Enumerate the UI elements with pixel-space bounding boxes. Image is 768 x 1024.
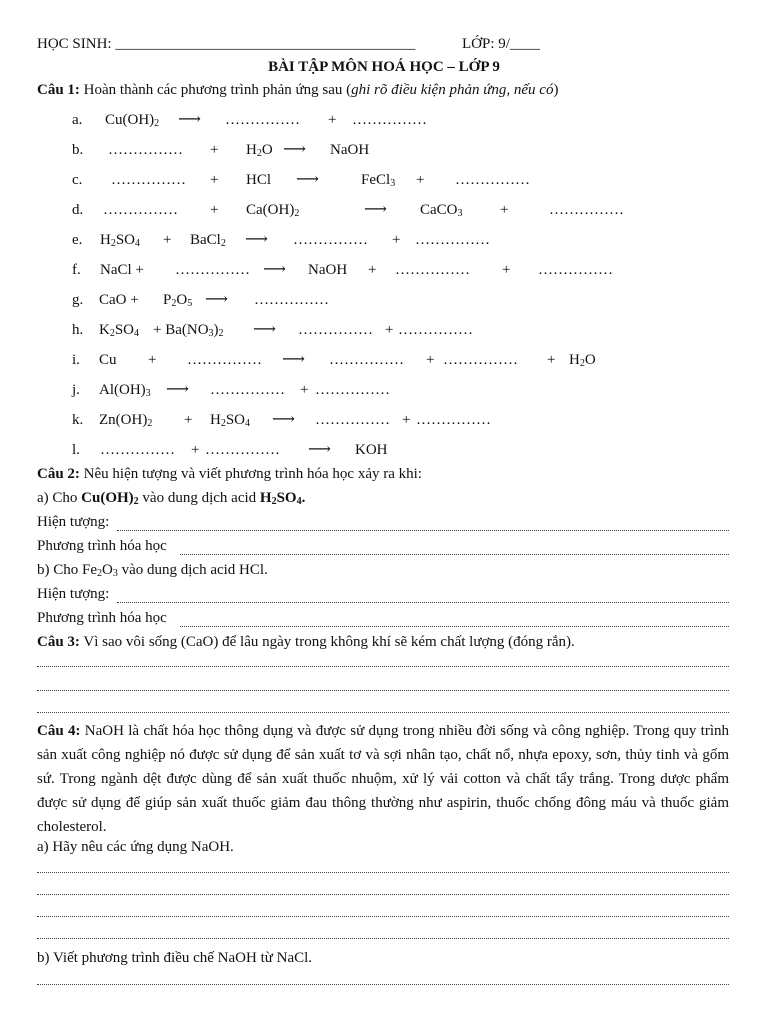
arrow-icon: ⟶ xyxy=(245,231,268,248)
eq-a-reactant: $Cu(OH)_2$ xyxy=(105,112,160,129)
arrow-icon: ⟶ xyxy=(282,351,305,368)
blank[interactable]: …………… xyxy=(111,172,186,188)
plus-sign: + xyxy=(402,412,411,428)
plus-sign: + xyxy=(210,172,219,188)
blank[interactable]: …………… xyxy=(187,352,262,368)
eq-g-p2o5: $P_2O_5$ xyxy=(163,292,193,309)
plus-sign: + xyxy=(500,202,509,218)
question-4b: b) Viết phương trình điều chế NaOH từ NaCl. xyxy=(37,950,313,966)
eq-b-letter: b. xyxy=(72,142,84,158)
answer-line[interactable] xyxy=(180,554,729,555)
eq-d-caoh2: $Ca(OH)_2$ xyxy=(246,202,300,219)
eq-l-letter: l. xyxy=(72,442,80,458)
plus-sign: + xyxy=(210,202,219,218)
eq-k-znoh2: $Zn(OH)_2$ xyxy=(99,412,153,429)
blank[interactable]: …………… xyxy=(205,442,280,458)
blank[interactable]: …………… xyxy=(210,382,285,398)
answer-line[interactable] xyxy=(37,712,729,713)
answer-line[interactable] xyxy=(180,626,729,627)
eq-c-fecl3: FeCl$_3$ xyxy=(361,172,396,189)
eq-l-koh: KOH xyxy=(355,442,388,458)
eq-g-cao: CaO + xyxy=(99,292,139,308)
plus-sign: + xyxy=(502,262,511,278)
eq-j-aloh3: $Al(OH)_3$ xyxy=(99,382,151,399)
answer-line[interactable] xyxy=(37,894,729,895)
eq-b-product: NaOH xyxy=(330,142,370,158)
plus-sign: + xyxy=(300,382,309,398)
plus-sign: + xyxy=(191,442,200,458)
plus-sign: + xyxy=(416,172,425,188)
blank[interactable]: …………… xyxy=(352,112,427,128)
blank[interactable]: …………… xyxy=(175,262,250,278)
answer-line[interactable] xyxy=(117,602,729,603)
eq-i-cu: Cu xyxy=(99,352,117,368)
student-name-field[interactable]: HỌC SINH: ________________________________________ xyxy=(37,36,416,52)
arrow-icon: ⟶ xyxy=(178,111,201,128)
blank[interactable]: …………… xyxy=(100,442,175,458)
blank[interactable]: …………… xyxy=(293,232,368,248)
blank[interactable]: …………… xyxy=(108,142,183,158)
question-2b: b) Cho $Fe_2O_3$ vào dung dịch acid HCl. xyxy=(37,562,268,579)
arrow-icon: ⟶ xyxy=(296,171,319,188)
blank[interactable]: …………… xyxy=(329,352,404,368)
blank[interactable]: …………… xyxy=(315,412,390,428)
blank[interactable]: …………… xyxy=(254,292,329,308)
answer-line[interactable] xyxy=(37,938,729,939)
arrow-icon: ⟶ xyxy=(283,141,306,158)
blank[interactable]: …………… xyxy=(443,352,518,368)
question-2a: a) Cho $Cu(OH)_2$ vào dung dịch acid $H_2SO_4$. xyxy=(37,490,306,507)
blank[interactable]: …………… xyxy=(103,202,178,218)
arrow-icon: ⟶ xyxy=(364,201,387,218)
plus-sign: + xyxy=(368,262,377,278)
eq-j-letter: j. xyxy=(72,382,80,398)
eq-f-naoh: NaOH xyxy=(308,262,348,278)
eq-c-letter: c. xyxy=(72,172,83,188)
eq-i-letter: i. xyxy=(72,352,80,368)
eq-h-bano32: + $Ba(NO_3)_2$ xyxy=(153,322,224,339)
blank[interactable]: …………… xyxy=(315,382,390,398)
blank[interactable]: …………… xyxy=(225,112,300,128)
arrow-icon: ⟶ xyxy=(263,261,286,278)
blank[interactable]: …………… xyxy=(398,322,473,338)
question-3-prompt: Câu 3: Vì sao vôi sống (CaO) để lâu ngày trong không khí sẽ kém chất lượng (đóng rắn). xyxy=(37,634,575,650)
question-4a: a) Hãy nêu các ứng dụng NaOH. xyxy=(37,839,234,855)
answer-line[interactable] xyxy=(37,666,729,667)
eq-k-h2so4: $H_2SO_4$ xyxy=(210,412,251,429)
answer-line[interactable] xyxy=(37,872,729,873)
blank[interactable]: …………… xyxy=(455,172,530,188)
arrow-icon: ⟶ xyxy=(272,411,295,428)
eq-i-h2o: $H_2O$ xyxy=(569,352,596,369)
eq-c-hcl: HCl xyxy=(246,172,272,188)
phenomenon-label: Hiện tượng: xyxy=(37,514,110,530)
blank[interactable]: …………… xyxy=(549,202,624,218)
class-field[interactable]: LỚP: 9/____ xyxy=(462,36,540,52)
eq-e-h2so4: $H_2SO_4$ xyxy=(100,232,141,249)
plus-sign: + xyxy=(426,352,435,368)
eq-f-letter: f. xyxy=(72,262,81,278)
plus-sign: + xyxy=(163,232,172,248)
page-title: BÀI TẬP MÔN HOÁ HỌC – LỚP 9 xyxy=(268,59,500,75)
question-4-paragraph: Câu 4: NaOH là chất hóa học thông dụng và được sử dụng trong nhiều đời sống và công nghiệp. Trong quy trình sản xuất công nghiệp nó được sử dụng để sản xuất tơ và sợi nhân tạo, chất nổ, nhựa epoxy, sơn, thủy tinh và gốm sứ. Trong ngành dệt được dùng để sản xuất thuốc nhuộm, xử lý vải cotton và chất tẩy trắng. Trong dược phẩm được sử dụng để giúp sản xuất thuốc giảm đau thông thường như aspirin, thuốc chống đông máu và thuốc giảm cholesterol. xyxy=(37,723,729,835)
plus-sign: + xyxy=(210,142,219,158)
arrow-icon: ⟶ xyxy=(253,321,276,338)
eq-e-letter: e. xyxy=(72,232,83,248)
blank[interactable]: …………… xyxy=(416,412,491,428)
arrow-icon: ⟶ xyxy=(166,381,189,398)
eq-b-h2o: $H_2O$ xyxy=(246,142,273,159)
answer-line[interactable] xyxy=(37,984,729,985)
eq-g-letter: g. xyxy=(72,292,84,308)
equation-label: Phương trình hóa học xyxy=(37,538,167,554)
arrow-icon: ⟶ xyxy=(308,441,331,458)
blank[interactable]: …………… xyxy=(395,262,470,278)
answer-line[interactable] xyxy=(37,916,729,917)
answer-line[interactable] xyxy=(37,690,729,691)
eq-k-letter: k. xyxy=(72,412,84,428)
plus-sign: + xyxy=(385,322,394,338)
blank[interactable]: …………… xyxy=(415,232,490,248)
blank[interactable]: …………… xyxy=(538,262,613,278)
eq-a-letter: a. xyxy=(72,112,83,128)
question-2-prompt: Câu 2: Nêu hiện tượng và viết phương trình hóa học xảy ra khi: xyxy=(37,466,422,482)
eq-d-letter: d. xyxy=(72,202,84,218)
plus-sign: + xyxy=(392,232,401,248)
answer-line[interactable] xyxy=(117,530,729,531)
equation-label: Phương trình hóa học xyxy=(37,610,167,626)
eq-d-caco3: CaCO$_3$ xyxy=(420,202,463,219)
blank[interactable]: …………… xyxy=(298,322,373,338)
question-1-prompt: Câu 1: Hoàn thành các phương trình phản ứng sau (ghi rõ điều kiện phản ứng, nếu có) xyxy=(37,82,559,98)
phenomenon-label: Hiện tượng: xyxy=(37,586,110,602)
plus-sign: + xyxy=(184,412,193,428)
eq-h-k2so4: $K_2SO_4$ xyxy=(99,322,140,339)
eq-e-bacl2: BaCl$_2$ xyxy=(190,232,226,249)
eq-f-nacl: NaCl + xyxy=(100,262,144,278)
eq-h-letter: h. xyxy=(72,322,84,338)
arrow-icon: ⟶ xyxy=(205,291,228,308)
plus-sign: + xyxy=(148,352,157,368)
plus-sign: + xyxy=(328,112,337,128)
plus-sign: + xyxy=(547,352,556,368)
